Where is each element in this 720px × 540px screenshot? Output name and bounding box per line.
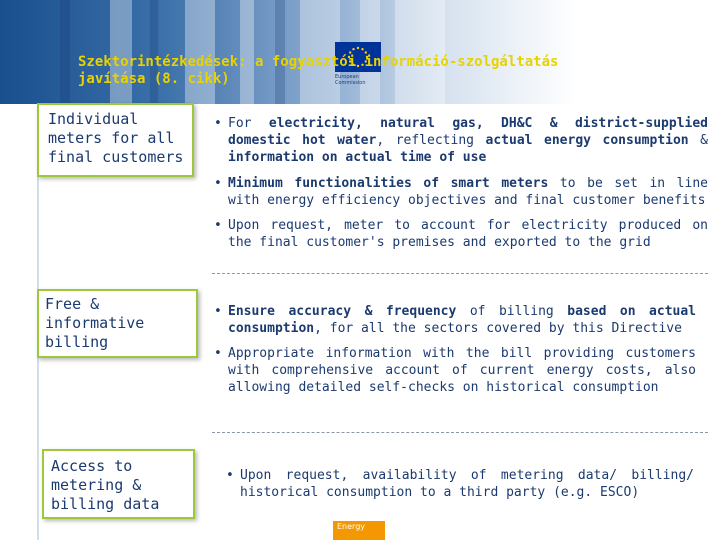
- energy-tab-label: Energy: [337, 522, 366, 531]
- bullet-item: • Minimum functionalities of smart meters to be set in line with energy efficiency objectives and final customer benefits: [214, 176, 708, 208]
- bullet-item: • Upon request, meter to account for electricity produced on the final customer's premises and exported to the grid: [214, 218, 708, 250]
- bullet-item: • Appropriate information with the bill providing customers with comprehensive account of current energy costs, also allowing detailed self-checks on historical consumption: [214, 346, 696, 395]
- label-line: Access to: [51, 457, 133, 475]
- section-divider: [212, 432, 708, 433]
- section-divider: [212, 273, 708, 274]
- title-line-1: Szektorintézkedések: a fogyasztói információ-szolgáltatás: [78, 54, 559, 70]
- label-line: Individual: [48, 110, 139, 128]
- energy-footer-tab: [333, 521, 385, 540]
- title-line-2: javítása (8. cikk): [78, 71, 230, 87]
- label-line: billing data: [51, 495, 160, 513]
- label-line: Free &: [45, 295, 100, 313]
- section-label-billing: [37, 289, 198, 358]
- label-line: metering &: [51, 476, 142, 494]
- section-label-access-data: [42, 449, 195, 519]
- label-line: final customers: [48, 148, 184, 166]
- logo-line-1: European: [335, 74, 359, 80]
- label-line: meters for all: [48, 129, 175, 147]
- bullet-item: • Upon request, availability of metering data/ billing/ historical consumption to a third party (e.g. ESCO): [226, 468, 694, 500]
- bullet-item: • Ensure accuracy & frequency of billing based on actual consumption, for all the sectors covered by this Directive: [214, 304, 697, 336]
- logo-line-2: Commission: [335, 80, 366, 86]
- section-label-individual-meters: [37, 103, 194, 177]
- bullet-item: • For electricity, natural gas, DH&C & district-supplied domestic hot water, reflecting actual energy consumption & information on actual time of use: [214, 116, 708, 165]
- label-line: billing: [45, 333, 109, 351]
- slide-title: [78, 54, 618, 88]
- label-line: informative: [45, 314, 145, 332]
